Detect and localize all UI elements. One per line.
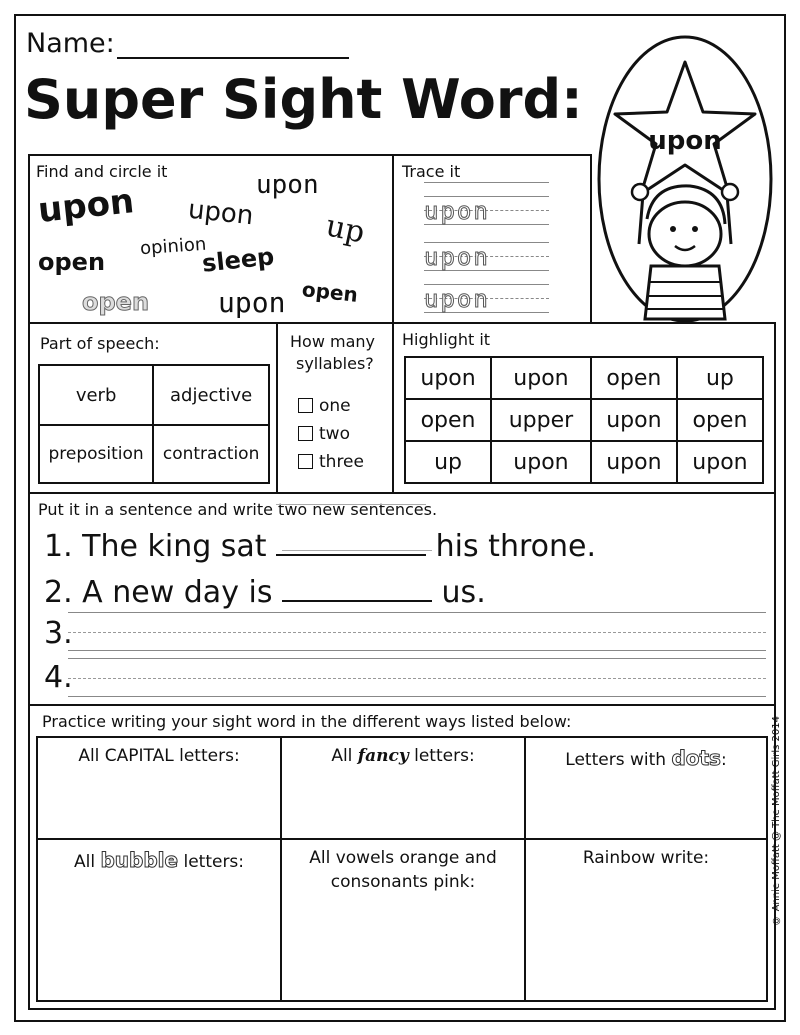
- pos-option-preposition[interactable]: preposition: [39, 425, 153, 483]
- highlight-word[interactable]: up: [405, 441, 491, 483]
- highlight-word[interactable]: open: [591, 357, 677, 399]
- part-of-speech-section: [28, 322, 278, 494]
- syllable-option-one[interactable]: one: [298, 396, 351, 416]
- writing-line: [68, 678, 766, 679]
- practice-instruction: Practice writing your sight word in the different ways listed below:: [42, 712, 572, 731]
- pos-option-contraction[interactable]: contraction: [153, 425, 269, 483]
- find-word[interactable]: upon: [256, 170, 319, 200]
- sentence-3-number: 3.: [44, 616, 73, 651]
- find-word[interactable]: upon: [36, 181, 136, 231]
- syllable-option-two[interactable]: two: [298, 424, 350, 444]
- trace-row[interactable]: [424, 284, 549, 316]
- practice-cell-fancy[interactable]: All fancy letters:: [281, 737, 525, 839]
- practice-cell-capital[interactable]: All CAPITAL letters:: [37, 737, 281, 839]
- find-word[interactable]: open: [38, 248, 106, 276]
- practice-cell-rainbow[interactable]: Rainbow write:: [525, 839, 767, 1001]
- highlight-word[interactable]: open: [677, 399, 763, 441]
- pos-option-verb[interactable]: verb: [39, 365, 153, 425]
- syllables-label-line1: How many: [290, 332, 375, 351]
- sentence-1-blank[interactable]: [276, 526, 426, 556]
- worksheet-page: [14, 14, 786, 1022]
- page-title: Super Sight Word:: [24, 68, 583, 131]
- find-word[interactable]: up: [322, 208, 368, 251]
- sentence-2: 2. A new day is us.: [44, 572, 486, 610]
- highlight-word[interactable]: up: [677, 357, 763, 399]
- writing-line: [68, 632, 766, 633]
- trace-row[interactable]: [424, 242, 549, 274]
- trace-word: upon: [424, 243, 490, 271]
- sentence-4-number: 4.: [44, 660, 73, 695]
- sentence-1: 1. The king sat his throne.: [44, 526, 596, 564]
- trace-guide-line: [424, 182, 549, 183]
- practice-section: [28, 704, 776, 1010]
- syllables-section: [276, 322, 394, 494]
- pos-option-adjective[interactable]: adjective: [153, 365, 269, 425]
- practice-cell-dots[interactable]: Letters with dots:: [525, 737, 767, 839]
- highlight-section: [392, 322, 776, 494]
- highlight-word[interactable]: upper: [491, 399, 591, 441]
- find-circle-section: [28, 154, 394, 324]
- find-word[interactable]: sleep: [200, 242, 276, 278]
- syllables-label-line2: syllables?: [296, 354, 374, 373]
- part-of-speech-label: Part of speech:: [40, 334, 160, 353]
- trace-row[interactable]: [424, 196, 549, 228]
- highlight-word[interactable]: upon: [491, 357, 591, 399]
- syllable-option-three[interactable]: three: [298, 452, 364, 472]
- highlight-word[interactable]: upon: [405, 357, 491, 399]
- practice-grid: [36, 736, 768, 1002]
- find-circle-label: Find and circle it: [36, 162, 168, 181]
- name-label: Name:: [26, 28, 115, 59]
- trace-word: upon: [424, 285, 490, 313]
- writing-line: [68, 658, 766, 659]
- trace-word: upon: [424, 197, 490, 225]
- practice-cell-vowels[interactable]: All vowels orange and consonants pink:: [281, 839, 525, 1001]
- trace-section: [392, 154, 592, 324]
- name-row: [26, 28, 349, 59]
- find-word[interactable]: upon: [186, 194, 255, 232]
- checkbox[interactable]: [298, 398, 313, 413]
- find-word[interactable]: open: [82, 288, 150, 316]
- copyright-text: © Annie Moffatt @ The Moffatt Girls 2014: [771, 716, 782, 926]
- find-word[interactable]: opinion: [139, 233, 207, 260]
- practice-cell-bubble[interactable]: All bubble letters:: [37, 839, 281, 1001]
- sentence-3-line[interactable]: [68, 650, 766, 651]
- trace-label: Trace it: [402, 162, 461, 181]
- name-field[interactable]: [117, 33, 349, 59]
- part-of-speech-grid: [38, 364, 270, 484]
- highlight-word[interactable]: upon: [491, 441, 591, 483]
- highlight-word[interactable]: upon: [677, 441, 763, 483]
- star-word: upon: [648, 126, 722, 156]
- sentence-instruction: Put it in a sentence and write two new sentences.: [38, 500, 438, 519]
- highlight-grid: [404, 356, 764, 484]
- find-word[interactable]: upon: [218, 286, 286, 319]
- writing-line: [68, 612, 766, 613]
- sentence-4-line[interactable]: [68, 696, 766, 697]
- checkbox[interactable]: [298, 454, 313, 469]
- highlight-word[interactable]: upon: [591, 441, 677, 483]
- checkbox[interactable]: [298, 426, 313, 441]
- highlight-word[interactable]: upon: [591, 399, 677, 441]
- highlight-label: Highlight it: [402, 330, 491, 349]
- sentence-2-blank[interactable]: [282, 572, 432, 602]
- sentence-section: [28, 492, 776, 706]
- highlight-word[interactable]: open: [405, 399, 491, 441]
- find-word[interactable]: open: [300, 277, 359, 307]
- star-illustration: [595, 34, 775, 324]
